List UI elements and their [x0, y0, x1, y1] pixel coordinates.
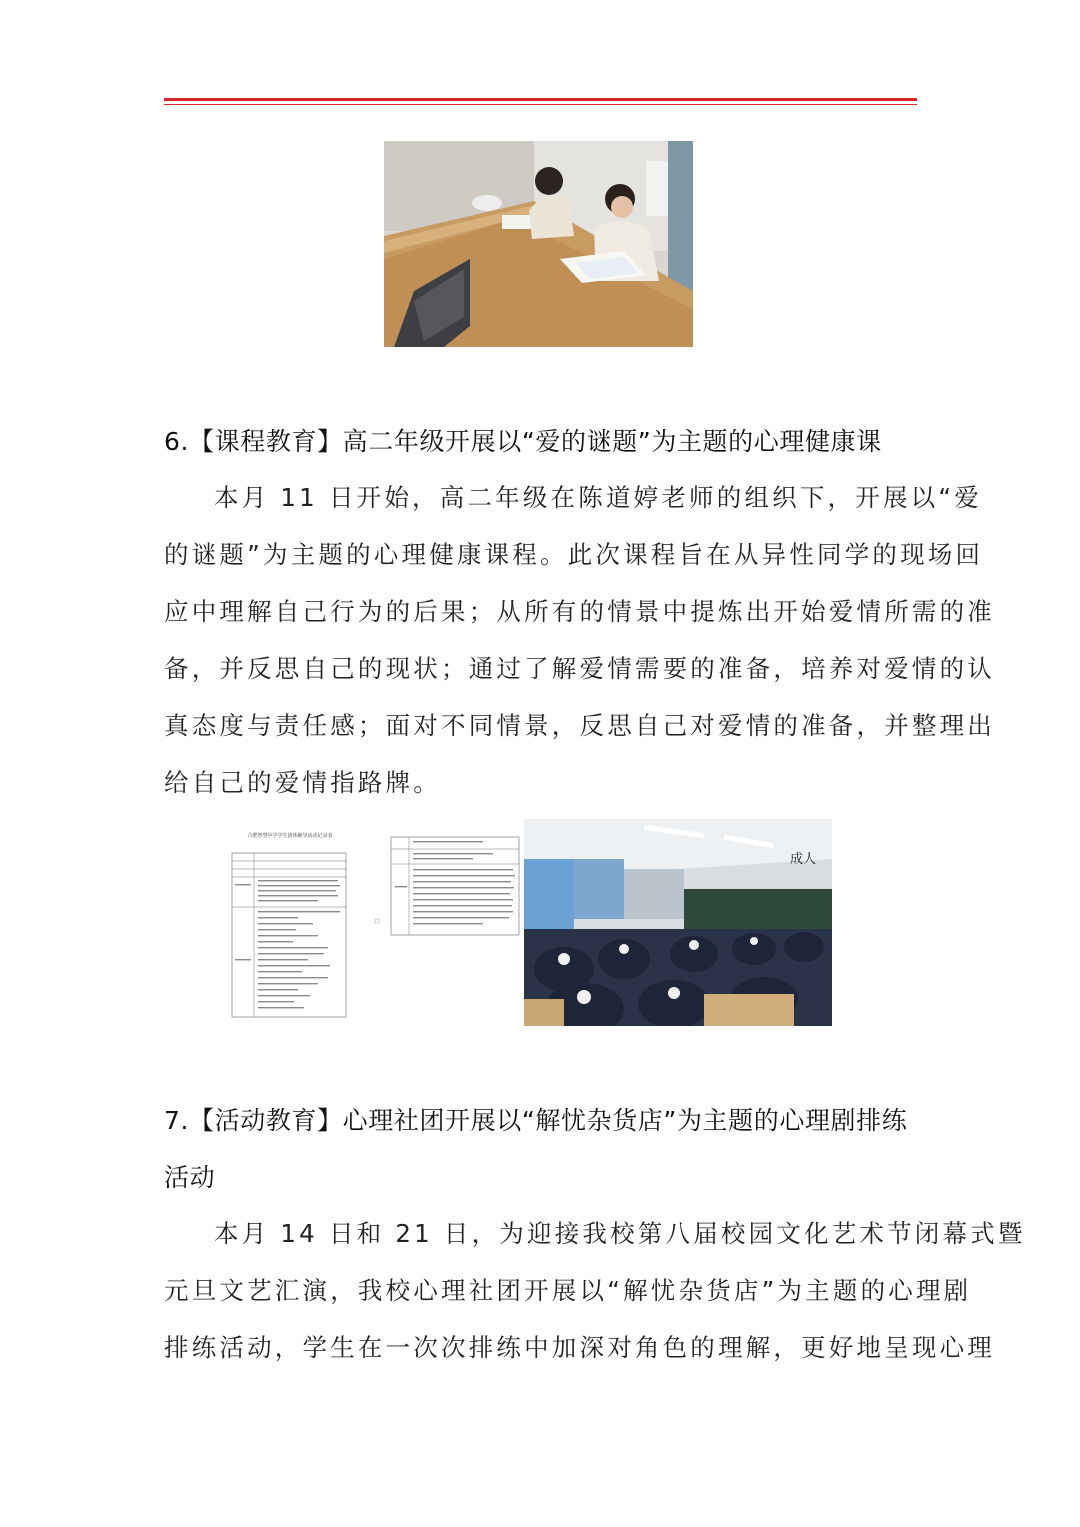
paragraph-line: 的谜题”为主题的心理健康课程。此次课程旨在从异性同学的现场回	[164, 540, 984, 569]
lesson-plan-scan	[369, 819, 522, 1026]
paragraph-line: 排练活动，学生在一次次排练中加深对角色的理解，更好地呈现心理	[164, 1333, 995, 1362]
heading-line: 活动	[164, 1163, 216, 1192]
record-form-scan	[214, 819, 366, 1026]
section-6-heading: 6.【课程教育】高二年级开展以“爱的谜题”为主题的心理健康课	[164, 427, 882, 456]
paragraph-line: 给自己的爱情指路牌。	[164, 768, 441, 797]
paragraph-line: 备，并反思自己的现状；通过了解爱情需要的准备，培养对爱情的认	[164, 654, 995, 683]
record-form-title: 合肥智慧中学学生团体辅导活动记录表	[247, 833, 333, 839]
header-rule-thick	[164, 98, 917, 101]
section-7-heading	[164, 1092, 924, 1206]
paragraph-line: 元旦文艺汇演，我校心理社团开展以“解忧杂货店”为主题的心理剧	[164, 1276, 972, 1305]
paragraph-line: 真态度与责任感；面对不同情景，反思自己对爱情的准备，并整理出	[164, 711, 995, 740]
classroom-banner: 成人	[789, 852, 816, 867]
paragraph-line: 本月 11 日开始，高二年级在陈道婷老师的组织下，开展以“爱	[214, 483, 982, 512]
office-photo	[384, 141, 693, 347]
heading-line: 7.【活动教育】心理社团开展以“解忧杂货店”为主题的心理剧排练	[164, 1106, 908, 1135]
section-6-paragraph	[164, 469, 995, 811]
header-rule-thin	[164, 104, 917, 106]
classroom-photo	[524, 819, 832, 1026]
section-7-paragraph	[164, 1205, 1026, 1376]
activity-image-strip	[214, 819, 832, 1026]
paragraph-line: 应中理解自己行为的后果；从所有的情景中提炼出开始爱情所需的准	[164, 597, 995, 626]
paragraph-line: 本月 14 日和 21 日，为迎接我校第八届校园文化艺术节闭幕式暨	[214, 1219, 1026, 1248]
